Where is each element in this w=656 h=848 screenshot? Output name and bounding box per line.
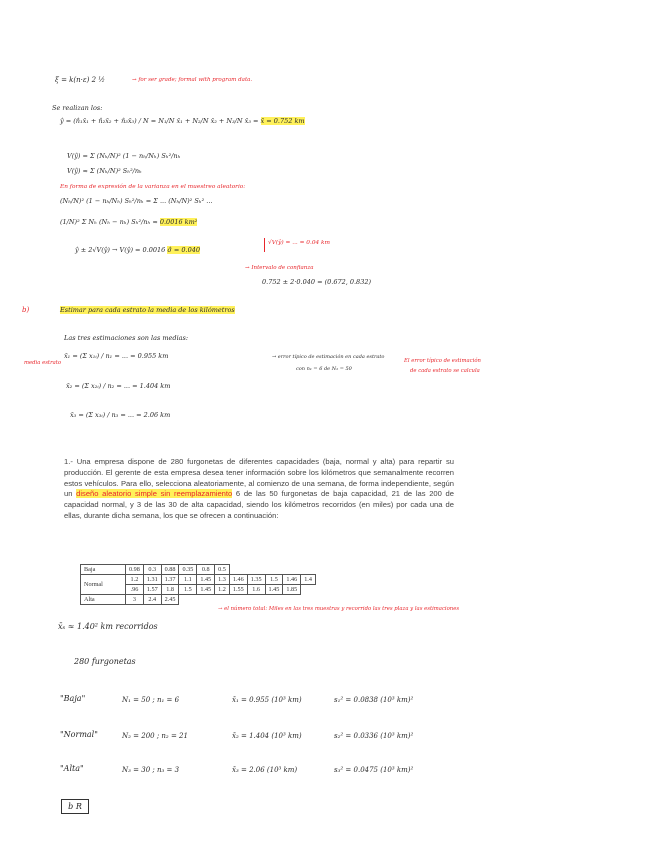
design-highlight: diseño aleatorio simple sin reemplazamiento xyxy=(76,489,233,499)
stratum-1-var: s₁² = 0.0838 (10³ km)² xyxy=(334,696,414,704)
stratum-3-var: s₃² = 0.0475 (10³ km)² xyxy=(334,766,414,774)
note-line-2: Se realizan los: xyxy=(52,104,103,112)
note-left-red: media estrato xyxy=(24,360,62,366)
note-line-6-red: En forma de expresión de la varianza en el muestreo aleatorio: xyxy=(60,184,246,190)
table-row: Alta 3 2.4 2.45 xyxy=(81,595,316,605)
table-note-red: → el número total: Miles en las tres muestras y recorrido las tres plaza y las estimaciones xyxy=(218,606,460,612)
table-row: .96 1.57 1.8 1.5 1.45 1.2 1.55 1.6 1.45 1.85 xyxy=(81,585,316,595)
red-bracket xyxy=(264,238,265,252)
note-line-15: x̄₂ = (Σ x₂ᵢ) / n₂ = ... = 1.404 km xyxy=(66,382,171,390)
note-line-14: x̄₁ = (Σ x₁ᵢ) / n₁ = ... = 0.955 km xyxy=(64,352,169,360)
variance-highlight: 0.0016 km² xyxy=(159,218,198,226)
note-far-red-1: El error típico de estimación xyxy=(404,358,481,364)
overall-mean: x̄ₛ ≈ 1.40² km recorridos xyxy=(58,622,158,631)
stratum-1-mean: x̄₁ = 0.955 (10³ km) xyxy=(232,696,302,704)
note-line-5: V(ŷ) ≈ Σ (Nₕ/N)² Sₕ²/nₕ xyxy=(67,167,142,175)
note-far-red-2: de cada estrato se calcula xyxy=(410,368,480,374)
table-row: Normal 1.2 1.31 1.37 1.1 1.45 1.3 1.46 1.35 1.5 1.46 1.4 xyxy=(81,575,316,585)
note-line-4: V(ŷ) = Σ (Nₕ/N)² (1 − nₕ/Nₕ) Sₕ²/nₕ xyxy=(67,152,181,160)
note-line-9-red: √V(ŷ) = ... = 0.04 km xyxy=(268,240,331,246)
section-b-title: Estimar para cada estrato la media de los kilómetros xyxy=(60,306,235,314)
estimate-highlight: x̄ = 0.752 km xyxy=(260,117,305,125)
stratum-3-name: "Alta" xyxy=(60,764,84,773)
note-line-16: x̄₃ = (Σ x₃ᵢ) / n₃ = ... = 2.06 km xyxy=(70,411,171,419)
note-line-1: ξ = k(n·ε) 2 ½ xyxy=(55,76,106,84)
stratum-2-mean: x̄₂ = 1.404 (10³ km) xyxy=(232,732,302,740)
note-line-14-right2: con n₁ = 6 de N₁ = 50 xyxy=(296,366,352,372)
note-line-1-red: → for ser grade; formal with program data. xyxy=(132,77,253,83)
note-line-14-right: → error típico de estimación en cada estrato xyxy=(272,354,385,360)
sigma-highlight: σ̂ = 0.040 xyxy=(167,246,200,254)
answer-box: b R xyxy=(61,799,89,814)
stratum-1-sizes: N₁ = 50 ; n₁ = 6 xyxy=(122,696,180,704)
note-line-11: 0.752 ± 2·0.040 = (0.672, 0.832) xyxy=(262,278,371,286)
stratum-1-name: "Baja" xyxy=(60,694,86,703)
note-line-13: Las tres estimaciones son las medias: xyxy=(64,334,189,342)
note-line-8: (1/N)² Σ Nₕ (Nₕ − nₕ) Sₕ²/nₕ ≈ 0.0016 km² xyxy=(60,218,198,226)
data-table xyxy=(80,564,316,605)
note-line-7: (Nₕ/N)² (1 − nₕ/Nₕ) Sₕ²/nₕ = Σ ... (Nₕ/N)² Sₕ² ... xyxy=(60,197,213,205)
stratum-3-mean: x̄₃ = 2.06 (10³ km) xyxy=(232,766,298,774)
problem-statement: 1.- Una empresa dispone de 280 furgonetas de diferentes capacidades (baja, normal y alta) para repartir su producción. El gerente de esta empresa desea tener información sobre los kilómetros que semanalmente recorren estos vehículos. Para ello, selecciona aleatoriamente, al comienzo de una semana, de forma independiente, según un diseño aleatorio simple sin reemplazamiento 6 de las 50 furgonetas de baja capacidad, 21 de las 200 de capacidad normal, y 3 de las 30 de alta capacidad, siendo los kilómetros recorridos (en miles) por cada una de ellas, durante dicha semana, los que se ofrecen a continuación: xyxy=(64,457,455,520)
stratum-2-var: s₂² = 0.0336 (10³ km)² xyxy=(334,732,414,740)
stratum-2-sizes: N₂ = 200 ; n₂ = 21 xyxy=(122,732,188,740)
note-line-3: ŷ = (n̂₁x̄₁ + n̂₂x̄₂ + n̂₃x̄₃) / N = N₁/N x̄₁ + N₂/N x̄₂ + N₃/N x̄₃ = x̄ = 0.752 km xyxy=(60,117,305,125)
stratum-3-sizes: N₃ = 30 ; n₃ = 3 xyxy=(122,766,180,774)
note-line-9: ŷ ± 2√V(ŷ) → V(ŷ) = 0.0016 σ̂ = 0.040 xyxy=(75,246,200,254)
stratum-2-name: "Normal" xyxy=(60,730,98,739)
fleet-size: 280 furgonetas xyxy=(74,657,136,666)
table-row: Baja 0.98 0.3 0.88 0.35 0.8 0.5 xyxy=(81,565,316,575)
section-b-marker: b) xyxy=(22,306,30,314)
note-line-10-red: → Intervalo de confianza xyxy=(245,265,314,271)
